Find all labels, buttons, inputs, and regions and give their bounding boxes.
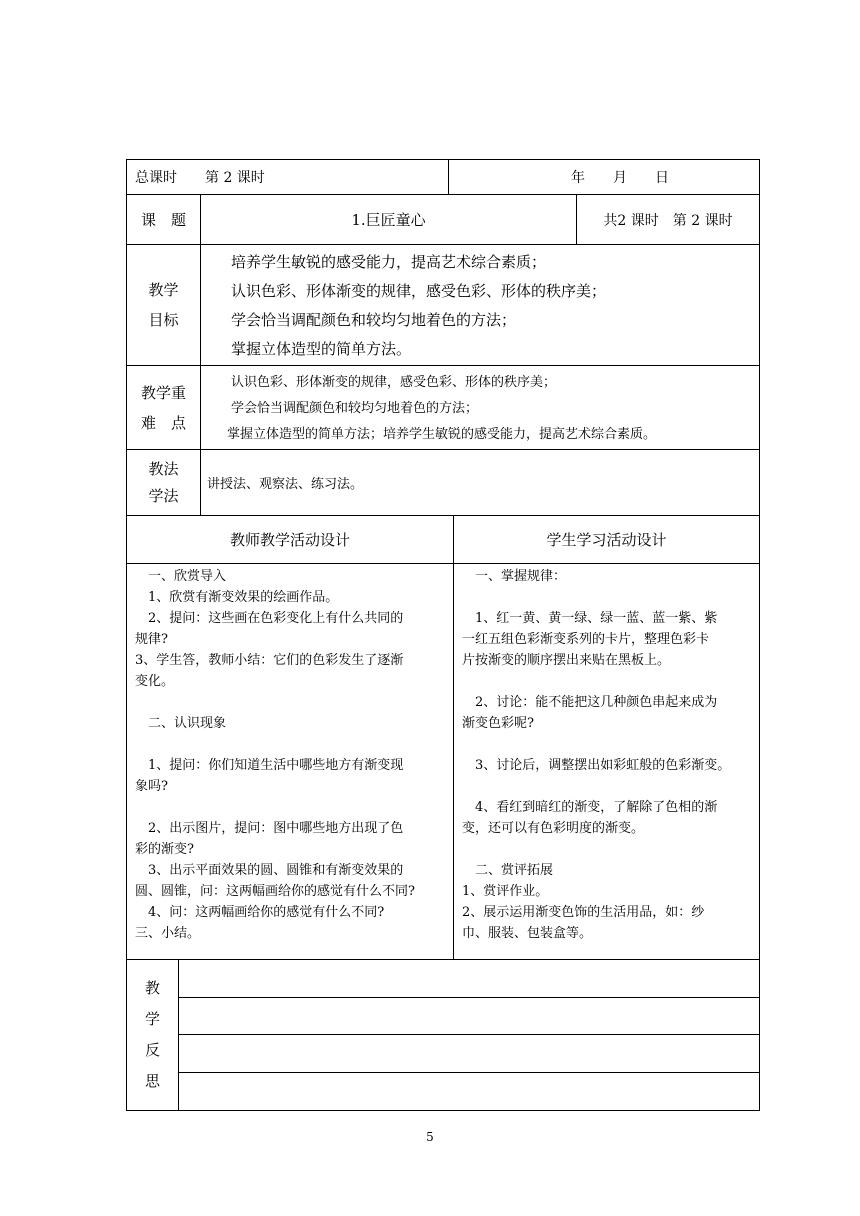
teacher-activity-text	[135, 566, 449, 944]
reflection-line	[179, 960, 759, 998]
total-hours-text: 总课时 第 2 课时	[135, 170, 265, 186]
lesson-plan-table	[126, 159, 760, 1111]
methods-text: 讲授法、观察法、练习法。	[207, 477, 364, 492]
date-text: 年 月 日	[571, 170, 669, 186]
topic-row	[127, 195, 759, 245]
student-line: 渐变色彩呢?	[462, 716, 534, 731]
objectives-content-cell	[201, 245, 759, 365]
teacher-line: 一、欣赏导入	[135, 569, 227, 584]
teacher-line	[135, 797, 449, 818]
student-line: 1、红一黄、黄一绿、绿一蓝、蓝一紫、紫	[462, 611, 718, 626]
teacher-line: 圆、圆锥，问：这两幅画给你的感觉有什么不同?	[135, 884, 415, 899]
reflection-char: 思	[144, 1072, 160, 1090]
key-point-item: 认识色彩、形体渐变的规律，感受色彩、形体的秩序美；	[231, 375, 557, 390]
objectives-label-1: 教学	[148, 281, 179, 299]
reflection-row	[127, 960, 759, 1110]
student-line	[462, 734, 755, 755]
student-line: 4、看红到暗红的渐变，了解除了色相的渐	[462, 800, 718, 815]
activity-header-row	[127, 516, 759, 564]
objectives-row	[127, 245, 759, 366]
objective-item: 学会恰当调配颜色和较均匀地着色的方法；	[231, 311, 517, 329]
objectives-label-cell	[127, 245, 201, 365]
teacher-line	[135, 734, 449, 755]
objective-item: 掌握立体造型的简单方法。	[231, 340, 412, 358]
teacher-activity-header: 教师教学活动设计	[229, 531, 350, 549]
teacher-line: 2、提问：这些画在色彩变化上有什么共同的	[135, 611, 404, 626]
methods-label-cell	[127, 450, 201, 515]
teacher-header-cell	[127, 516, 454, 563]
key-points-label-cell	[127, 366, 201, 449]
teacher-line	[135, 692, 449, 713]
page-number: 5	[426, 1130, 434, 1144]
lesson-hours: 共2 课时 第 2 课时	[603, 212, 733, 229]
teacher-line: 变化。	[135, 674, 175, 689]
student-line: 2、讨论：能不能把这几种颜色串起来成为	[462, 695, 718, 710]
objective-item: 培养学生敏锐的感受能力，提高艺术综合素质；	[231, 253, 547, 271]
objectives-label-2: 目标	[148, 311, 179, 329]
reflection-line	[179, 997, 759, 1035]
teacher-line: 彩的渐变?	[135, 842, 194, 857]
date-cell	[449, 160, 759, 194]
topic-label: 课 题	[140, 211, 186, 229]
methods-label-2: 学法	[148, 486, 179, 505]
teacher-line: 1、欣赏有渐变效果的绘画作品。	[135, 590, 339, 605]
teacher-line: 1、提问：你们知道生活中哪些地方有渐变现	[135, 758, 404, 773]
student-line: 3、讨论后，调整摆出如彩虹般的色彩渐变。	[462, 758, 731, 773]
objective-item: 认识色彩、形体渐变的规律，感受色彩、形体的秩序美；	[231, 282, 607, 300]
student-line: 变，还可以有色彩明度的渐变。	[462, 821, 645, 836]
methods-label-1: 教法	[148, 459, 179, 478]
key-point-item: 掌握立体造型的简单方法；培养学生敏锐的感受能力，提高艺术综合素质。	[227, 427, 657, 442]
topic-title-cell	[201, 195, 577, 244]
student-line: 巾、服装、包装盒等。	[462, 926, 593, 941]
header-row	[127, 160, 759, 195]
methods-content-cell	[201, 450, 759, 515]
key-point-item: 学会恰当调配颜色和较均匀地着色的方法；	[231, 401, 479, 416]
reflection-line	[179, 1072, 759, 1110]
topic-label-cell	[127, 195, 201, 244]
student-line: 片按渐变的顺序摆出来贴在黑板上。	[462, 653, 671, 668]
student-line: 2、展示运用渐变色饰的生活用品，如：纱	[462, 905, 705, 920]
key-points-row	[127, 366, 759, 450]
teacher-line: 3、学生答，教师小结：它们的色彩发生了逐渐	[135, 653, 404, 668]
activity-content-row	[127, 564, 759, 960]
key-points-content-cell	[201, 366, 759, 449]
teacher-line: 规律?	[135, 632, 168, 647]
student-line	[462, 839, 755, 860]
total-hours-cell	[127, 160, 449, 194]
student-line	[462, 587, 755, 608]
reflection-lines-cell	[179, 960, 759, 1110]
reflection-line	[179, 1034, 759, 1073]
reflection-label-cell	[127, 960, 179, 1110]
student-activity-cell	[454, 564, 759, 959]
teacher-line: 2、出示图片，提问：图中哪些地方出现了色	[135, 821, 404, 836]
lesson-title: 1.巨匠童心	[351, 211, 426, 229]
reflection-char: 教	[144, 979, 160, 997]
topic-hours-cell	[577, 195, 759, 244]
student-activity-text	[462, 566, 755, 944]
teacher-line: 二、认识现象	[135, 716, 227, 731]
teacher-line: 三、小结。	[135, 926, 201, 941]
reflection-char: 反	[144, 1041, 160, 1059]
student-line	[462, 776, 755, 797]
teacher-line: 4、问：这两幅画给你的感觉有什么不同?	[135, 905, 385, 920]
student-header-cell	[454, 516, 759, 563]
student-line: 一、掌握规律：	[462, 569, 567, 584]
student-line	[462, 671, 755, 692]
methods-row	[127, 450, 759, 516]
student-line: 二、赏评拓展	[462, 863, 554, 878]
student-line: 一红五组色彩渐变系列的卡片，整理色彩卡	[462, 632, 710, 647]
student-line: 1、赏评作业。	[462, 884, 549, 899]
teacher-line: 象吗?	[135, 779, 168, 794]
key-points-label-1: 教学重	[140, 383, 186, 402]
student-activity-header: 学生学习活动设计	[546, 531, 667, 549]
teacher-line: 3、出示平面效果的圆、圆锥和有渐变效果的	[135, 863, 404, 878]
teacher-activity-cell	[127, 564, 454, 959]
key-points-label-2: 难 点	[140, 413, 186, 432]
reflection-char: 学	[144, 1010, 160, 1028]
